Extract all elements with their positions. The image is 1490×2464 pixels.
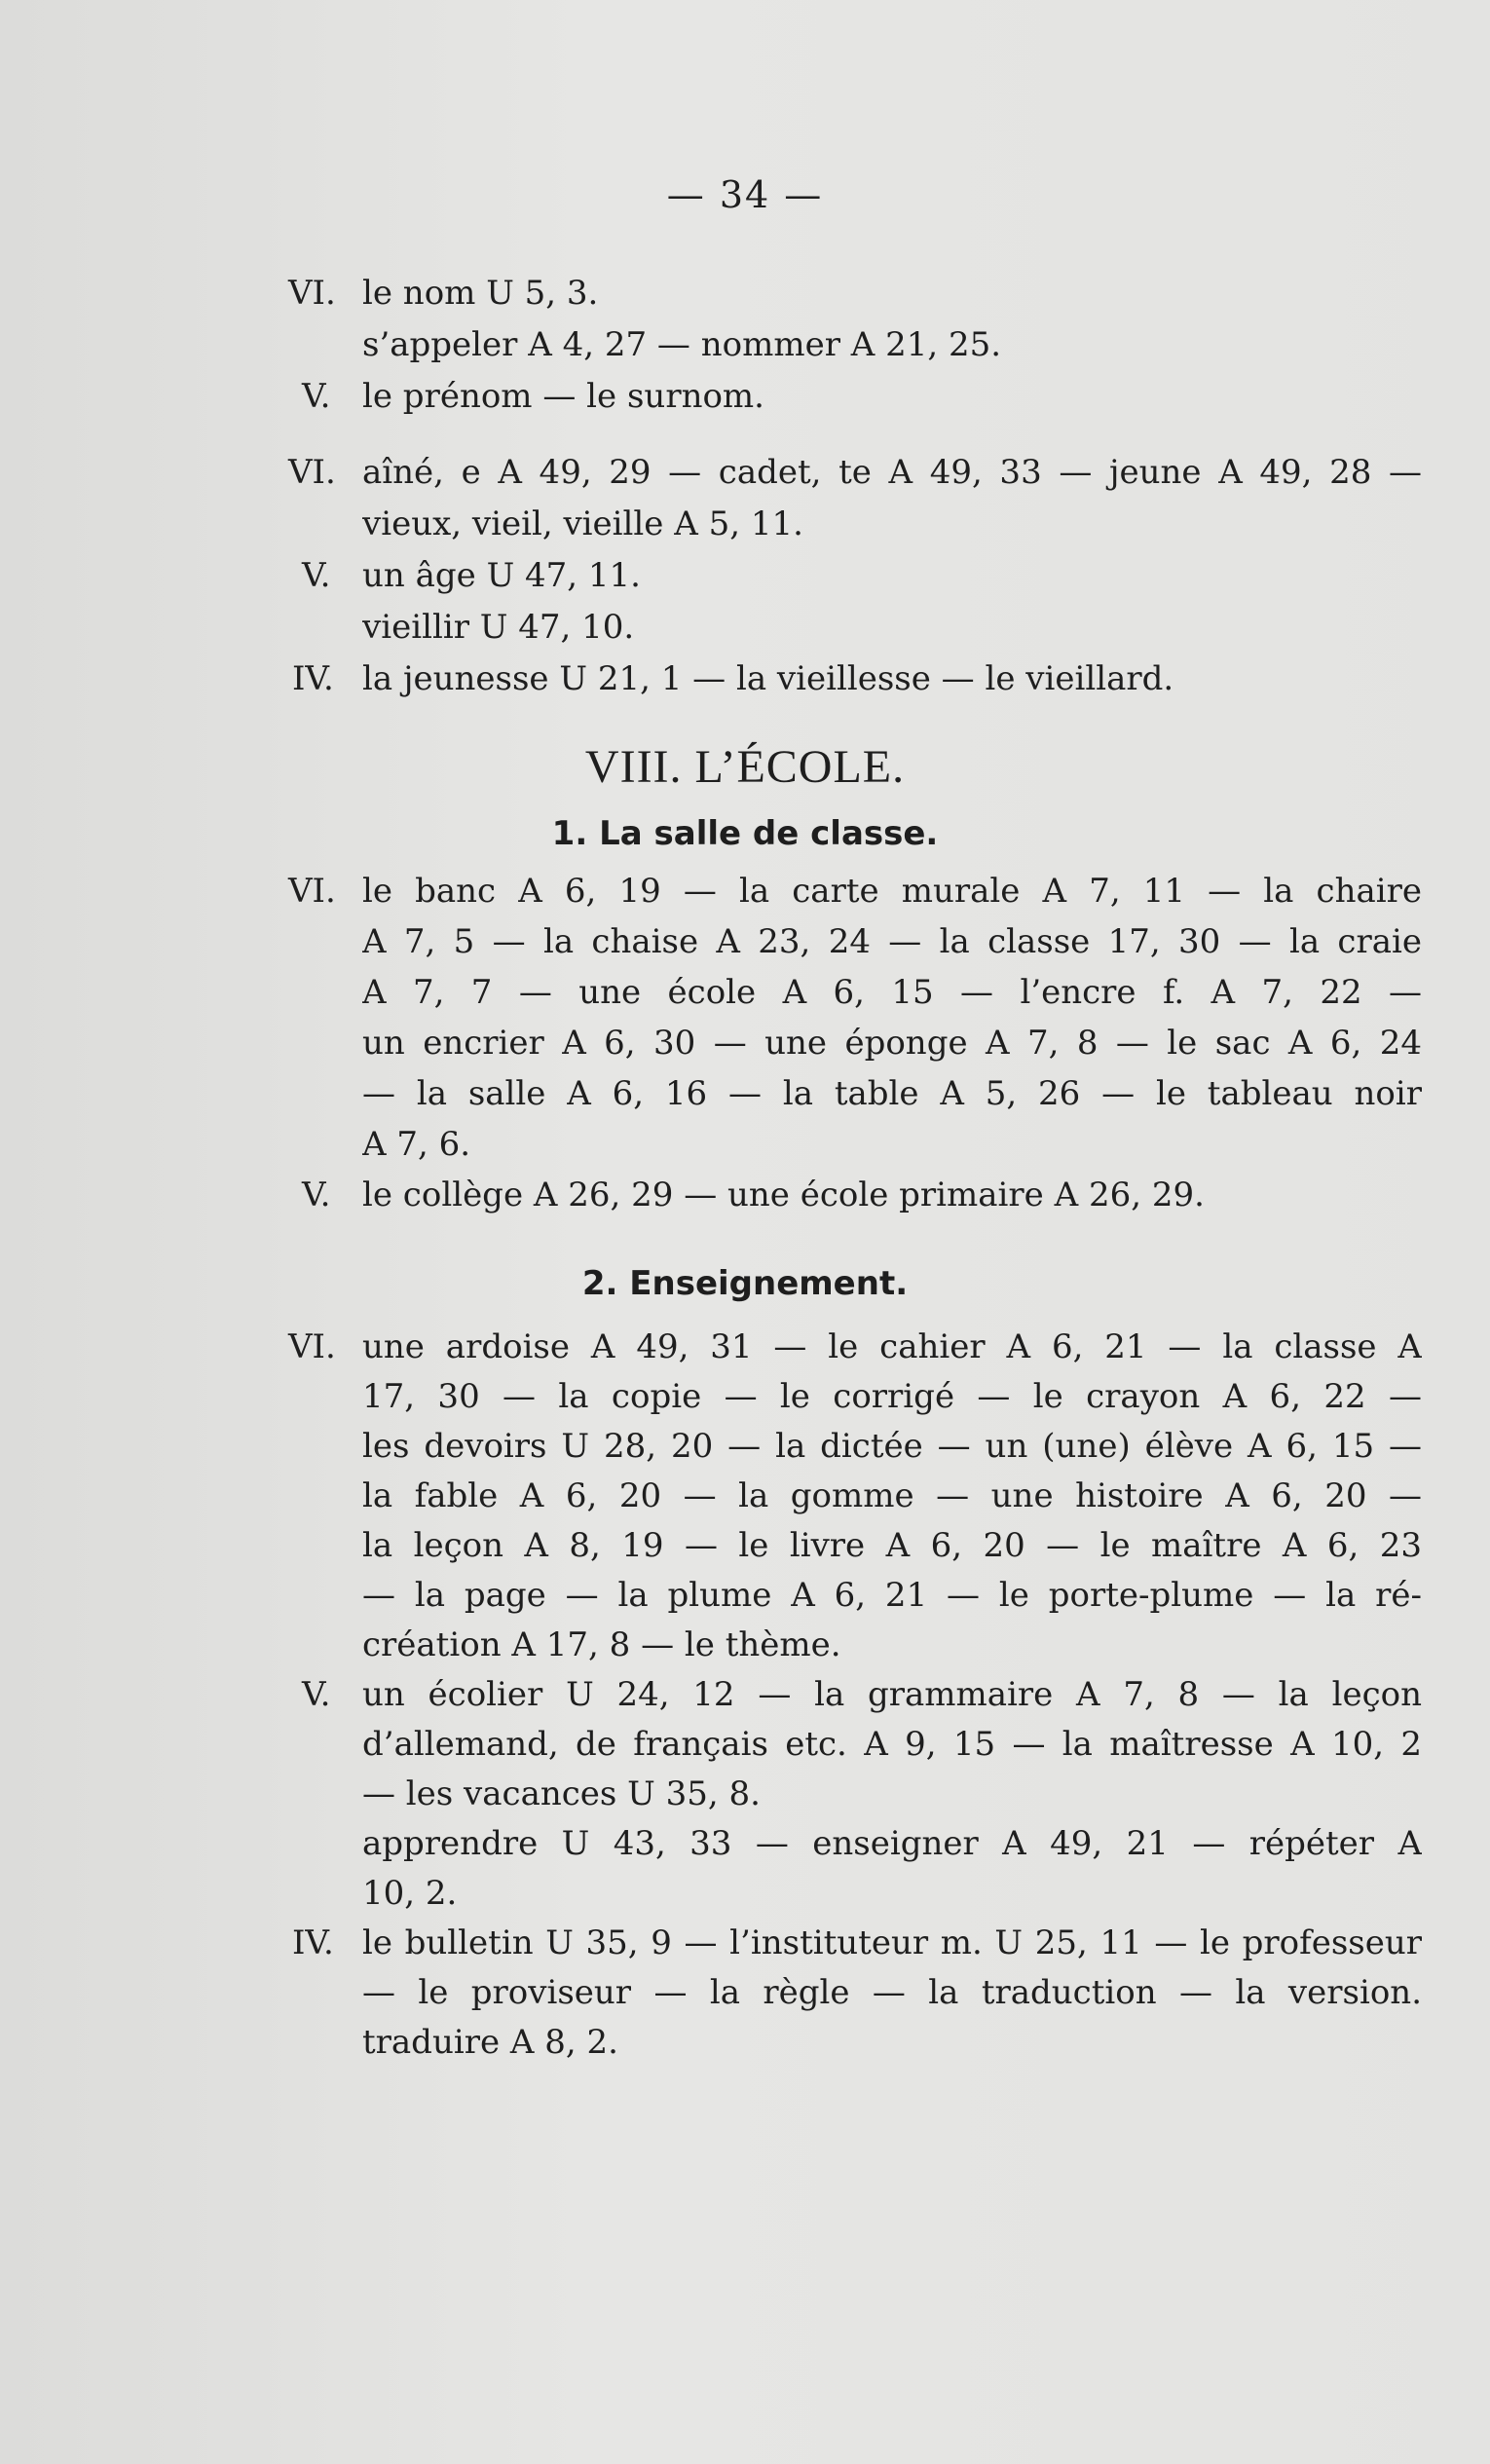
page-number: — 34 — [666,173,824,216]
line-text: 17, 30 — la copie — le corrigé — le crayon A 6, 22 — [362,1377,1422,1416]
text-line [0,500,1490,548]
text-line [0,1621,1490,1669]
line-text: traduire A 8, 2. [362,2023,618,2062]
line-text: — la salle A 6, 16 — la table A 5, 26 — le tableau noir [362,1074,1422,1113]
line-text: A 7, 5 — la chaise A 23, 24 — la classe 17, 30 — la craie [362,922,1422,961]
line-text: la leçon A 8, 19 — le livre A 6, 20 — le maître A 6, 23 [362,1526,1422,1565]
text-line [0,1472,1490,1520]
text-line [0,1819,1490,1868]
text-line [0,551,1490,600]
text-line [0,1422,1490,1471]
text-line [0,1120,1490,1169]
text-line [0,917,1490,966]
text-line [0,867,1490,915]
text-line [0,1019,1490,1067]
line-label: VI. [288,872,336,911]
text-line [0,1968,1490,2017]
text-line [0,1171,1490,1219]
line-text: la jeunesse U 21, 1 — la vieillesse — le vieillard. [362,659,1174,698]
text-line [0,1919,1490,1967]
line-text: apprendre U 43, 33 — enseigner A 49, 21 — répéter A [362,1824,1422,1863]
text-line [0,1069,1490,1118]
section-title-teaching: 2. Enseignement. [581,1264,909,1303]
text-line [0,1571,1490,1620]
line-label: V. [302,377,331,416]
line-label: IV. [292,659,334,698]
text-line [0,968,1490,1017]
text-line [0,1869,1490,1918]
text-line [0,654,1490,703]
line-text: A 7, 7 — une école A 6, 15 — l’encre f. A 7, 22 — [362,973,1422,1012]
line-label: VI. [288,274,336,313]
line-text: 10, 2. [362,1874,458,1913]
line-text: un écolier U 24, 12 — la grammaire A 7, 8 — la leçon [362,1675,1422,1714]
line-text: le bulletin U 35, 9 — l’instituteur m. U 25, 11 — le professeur [362,1923,1422,1962]
text-line [0,603,1490,652]
text-line [0,1323,1490,1371]
line-text: vieux, vieil, vieille A 5, 11. [362,504,803,543]
line-text: un encrier A 6, 30 — une éponge A 7, 8 — le sac A 6, 24 [362,1024,1422,1063]
line-text: aîné, e A 49, 29 — cadet, te A 49, 33 — jeune A 49, 28 — [362,453,1422,492]
text-line [0,1770,1490,1818]
line-text: d’allemand, de français etc. A 9, 15 — la maîtresse A 10, 2 [362,1725,1422,1764]
line-text: les devoirs U 28, 20 — la dictée — un (une) élève A 6, 15 — [362,1427,1422,1466]
text-line [0,1670,1490,1719]
line-text: le collège A 26, 29 — une école primaire A 26, 29. [362,1176,1205,1214]
section-title-classroom: 1. La salle de classe. [551,814,939,853]
line-text: — les vacances U 35, 8. [362,1774,761,1813]
line-label: V. [302,1675,331,1714]
chapter-title: VIII. L’ÉCOLE. [584,741,906,793]
line-label: V. [302,1176,331,1214]
line-text: vieillir U 47, 10. [362,608,635,647]
text-line [0,1720,1490,1769]
text-line [0,372,1490,421]
line-text: une ardoise A 49, 31 — le cahier A 6, 21 — la classe A [362,1327,1422,1366]
line-text: — la page — la plume A 6, 21 — le porte-plume — la ré- [362,1576,1422,1615]
line-text: la fable A 6, 20 — la gomme — une histoire A 6, 20 — [362,1476,1422,1515]
text-line [0,320,1490,369]
line-text: un âge U 47, 11. [362,556,641,595]
text-line [0,1521,1490,1570]
line-text: s’appeler A 4, 27 — nommer A 21, 25. [362,325,1002,364]
text-line [0,2018,1490,2067]
line-text: le nom U 5, 3. [362,274,599,313]
line-text: — le proviseur — la règle — la traduction — la version. [362,1973,1422,2012]
line-label: IV. [292,1923,334,1962]
text-line [0,269,1490,317]
line-text: création A 17, 8 — le thème. [362,1625,841,1664]
line-text: le banc A 6, 19 — la carte murale A 7, 11 — la chaire [362,872,1422,911]
text-line [0,448,1490,497]
line-text: A 7, 6. [362,1125,471,1164]
line-label: VI. [288,453,336,492]
line-label: V. [302,556,331,595]
text-line [0,1372,1490,1421]
line-label: VI. [288,1327,336,1366]
line-text: le prénom — le surnom. [362,377,764,416]
